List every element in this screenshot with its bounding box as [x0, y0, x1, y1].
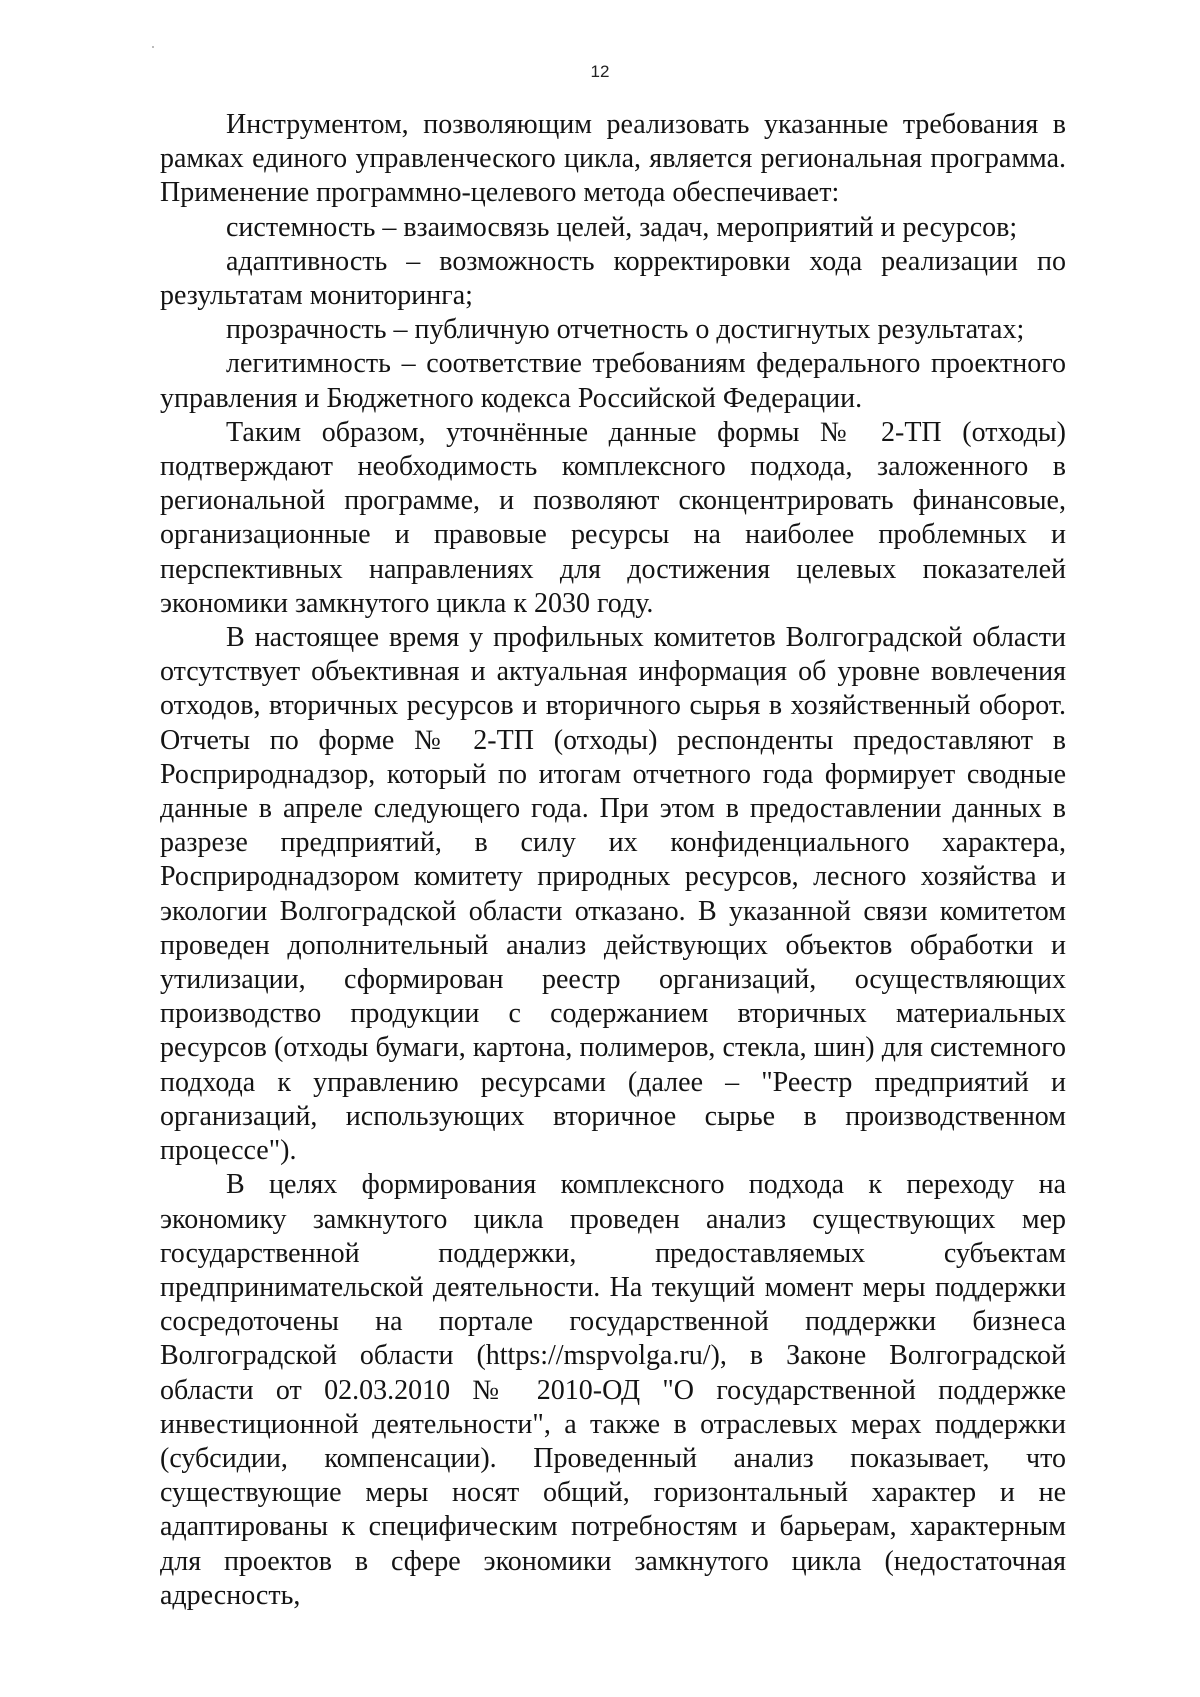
scan-speck: [152, 46, 154, 48]
document-body: [160, 108, 1066, 1613]
paragraph-current-state: В настоящее время у профильных комитетов Волгоградской области отсутствует объективная и актуальная информация об уровне вовлечения отходов, вторичных ресурсов и вторичного сырья в хозяйственный оборот. Отчеты по форме № 2-ТП (отходы) респонденты предоставляют в Росприроднадзор, который по итогам отчетного года формирует сводные данные в апреле следующего года. При этом в предоставлении данных в разрезе предприятий, в силу их конфиденциального характера, Росприроднадзором комитету природных ресурсов, лесного хозяйства и экологии Волгоградской области отказано. В указанной связи комитетом проведен дополнительный анализ действующих объектов обработки и утилизации, сформирован реестр организаций, осуществляющих производство продукции с содержанием вторичных материальных ресурсов (отходы бумаги, картона, полимеров, стекла, шин) для системного подхода к управлению ресурсами (далее – "Реестр предприятий и организаций, использующих вторичное сырье в производственном процессе").: [160, 622, 1066, 1167]
paragraph-legitimacy: легитимность – соответствие требованиям федерального проектного управления и Бюджетного кодекса Российской Федерации.: [160, 348, 1066, 414]
paragraph-conclusion: Таким образом, уточнённые данные формы № 2-ТП (отходы) подтверждают необходимость комплексного подхода, заложенного в региональной программе, и позволяют сконцентрировать финансовые, организационные и правовые ресурсы на наиболее проблемных и перспективных направлениях для достижения целевых показателей экономики замкнутого цикла к 2030 году.: [160, 416, 1066, 619]
paragraph-instrument: Инструментом, позволяющим реализовать указанные требования в рамках единого управленческого цикла, является региональная программа. Применение программно-целевого метода обеспечивает:: [160, 109, 1066, 209]
paragraph-support-measures: В целях формирования комплексного подхода к переходу на экономику замкнутого цикла проведен анализ существующих мер государственной поддержки, предоставляемых субъектам предпринимательской деятельности. На текущий момент меры поддержки сосредоточены на портале государственной поддержки бизнеса Волгоградской области (https://mspvolga.ru/), в Законе Волгоградской области от 02.03.2010 № 2010-ОД "О государственной поддержке инвестиционной деятельности", а также в отраслевых мерах поддержки (субсидии, компенсации). Проведенный анализ показывает, что существующие меры носят общий, горизонтальный характер и не адаптированы к специфическим потребностям и барьерам, характерным для проектов в сфере экономики замкнутого цикла (недостаточная адресность,: [160, 1169, 1066, 1611]
paragraph-adaptive: адаптивность – возможность корректировки хода реализации по результатам мониторинга;: [160, 245, 1066, 312]
paragraph-systemic: системность – взаимосвязь целей, задач, мероприятий и ресурсов;: [226, 211, 1018, 243]
page-number: 12: [590, 62, 610, 81]
paragraph-transparency: прозрачность – публичную отчетность о достигнутых результатах;: [226, 314, 1025, 346]
